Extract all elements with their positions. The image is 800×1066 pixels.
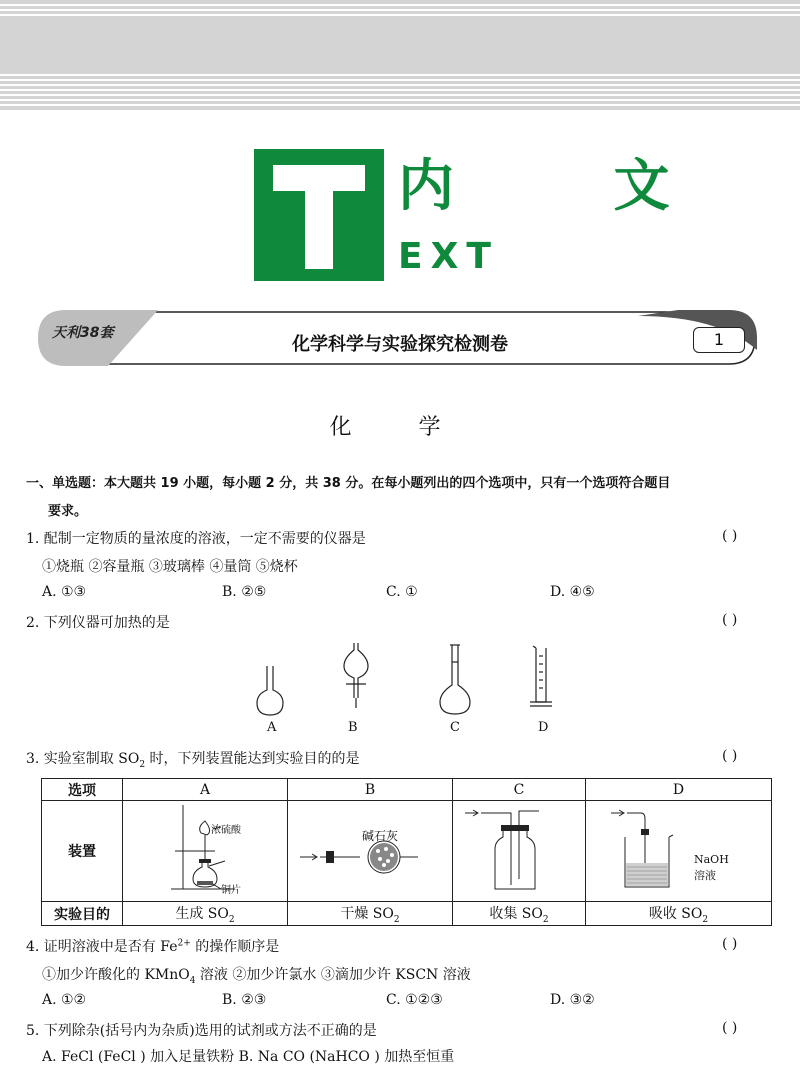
q4-option-c: C. ①②③ [386,992,443,1008]
section-heading-line2: 要求。 [48,504,88,519]
q5-stem: 5. 下列除杂(括号内为杂质)选用的试剂或方法不正确的是 [26,1023,377,1039]
purpose-cell: 干燥 $SO_2$ [288,902,453,926]
paper-number: 1 [693,327,745,353]
table-header-cell: A [123,779,288,801]
apparatus-d-cell [586,801,772,902]
q4-answer-paren: ( ) [722,936,738,952]
table-row [42,801,772,902]
q4-stem: 4. 证明溶液中是否有 $Fe^{2+}$ 的操作顺序是 [26,938,280,955]
q2-label-b: B [348,720,358,735]
q2-answer-paren: ( ) [722,612,738,628]
q1-option-d: D. ④⑤ [550,584,595,600]
table-header-cell: 选项 [42,779,123,801]
table-header-cell: B [288,779,453,801]
table-header-row [42,779,772,801]
section-heading-line1: 一、单选题：本大题共 19 小题，每小题 2 分，共 38 分。在每小题列出的四个选项中，只有一个选项符合题目 [26,476,671,491]
label-copper: 铜片 [221,885,241,896]
q1-option-b: B. ②⑤ [222,584,267,600]
absorption-beaker-icon [589,801,769,897]
q1-option-c: C. ① [386,584,418,600]
apparatus-b-cell [288,801,453,902]
table-row-label: 装置 [42,801,123,902]
q1-answer-paren: ( ) [722,528,738,544]
label-naoh: NaOH [694,853,729,866]
logo-title: 内 文 [398,154,740,219]
q2-label-d: D [538,720,549,735]
top-decorative-band [0,0,800,110]
sulfur-dioxide-generator-icon [125,801,285,897]
q2-label-a: A [267,720,277,735]
table-row-label: 实验目的 [42,902,123,926]
apparatus-a-cell [123,801,288,902]
purpose-cell: 吸收 $SO_2$ [586,902,772,926]
table-row [42,902,772,926]
q5-options-cut: A. FeCl (FeCl ) 加入足量铁粉 B. Na CO (NaHCO ) 加热至恒重 [42,1049,455,1065]
round-bottom-flask-icon [257,666,283,715]
q4-option-a: A. ①② [42,992,87,1008]
q1-option-a: A. ①③ [42,584,87,600]
purpose-cell: 生成 $SO_2$ [123,902,288,926]
apparatus-c-cell [453,801,586,902]
table-header-cell: C [453,779,586,801]
q2-apparatus-figure [240,640,570,720]
q1-stem: 1. 配制一定物质的量浓度的溶液，一定不需要的仪器是 [26,531,366,547]
drying-tube-icon [290,801,450,897]
subject-title: 化 学 [329,415,471,440]
label-concentrated-sulfuric-acid: 浓硫酸 [211,825,241,836]
logo-t-letter [254,149,384,281]
table-header-cell: D [586,779,772,801]
q3-answer-paren: ( ) [722,748,738,764]
graduated-cylinder-icon [530,646,552,706]
q5-answer-paren: ( ) [722,1020,738,1036]
q3-stem: 3. 实验室制取 $SO_2$ 时，下列装置能达到实验目的的是 [26,751,360,770]
gas-collection-bottle-icon [455,801,583,897]
separatory-funnel-icon [344,643,368,708]
label-soda-lime: 碱石灰 [362,829,399,843]
label-solution: 溶液 [694,869,716,882]
q3-table [41,778,772,926]
q2-stem: 2. 下列仪器可加热的是 [26,615,170,631]
logo-subtitle: EXT [398,236,499,277]
q4-items: ①加少许酸化的 KMnO$_4$ 溶液 ②加少许氯水 ③滴加少许 KSCN 溶液 [42,967,471,986]
brand-logo: 天利38套 [52,325,114,341]
banner-title: 化学科学与实验探究检测卷 [292,334,508,355]
purpose-cell: 收集 $SO_2$ [453,902,586,926]
q2-label-c: C [450,720,460,735]
q4-option-d: D. ③② [550,992,595,1008]
q4-option-b: B. ②③ [222,992,267,1008]
q1-items: ①烧瓶 ②容量瓶 ③玻璃棒 ④量筒 ⑤烧杯 [42,559,298,575]
volumetric-flask-icon [440,645,470,714]
